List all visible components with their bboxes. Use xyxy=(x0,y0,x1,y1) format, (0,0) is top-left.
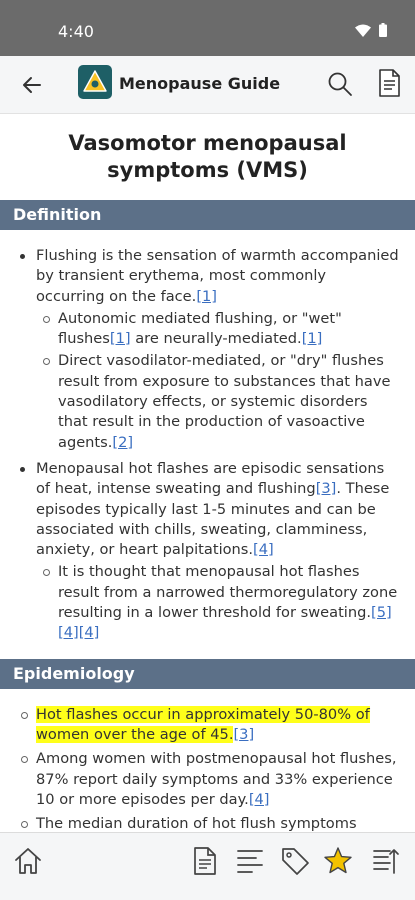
app-bar xyxy=(0,56,415,114)
reference-link[interactable]: [1] xyxy=(196,287,217,305)
outline-icon[interactable] xyxy=(370,845,402,877)
item-text: are neurally-mediated. xyxy=(130,330,302,348)
list-icon[interactable] xyxy=(234,845,266,877)
list-item xyxy=(36,705,415,746)
reference-link[interactable]: [4] xyxy=(78,624,100,642)
sub-list-item xyxy=(58,351,399,452)
sub-list-item xyxy=(58,562,399,643)
reference-link[interactable]: [5] xyxy=(371,604,392,622)
bottom-toolbar xyxy=(0,832,415,900)
star-icon[interactable] xyxy=(322,845,354,877)
app-logo xyxy=(78,65,112,99)
search-icon[interactable] xyxy=(325,69,355,99)
status-time: 4:40 xyxy=(58,22,94,41)
reference-link[interactable]: [2] xyxy=(112,433,134,451)
list-item xyxy=(36,246,399,453)
app-title: Menopause Guide xyxy=(119,74,281,93)
reference-link[interactable]: [3] xyxy=(315,480,337,498)
epidemiology-list xyxy=(0,689,415,832)
article-content[interactable] xyxy=(0,114,415,832)
home-icon[interactable] xyxy=(12,845,44,877)
reference-link[interactable]: [4] xyxy=(58,624,79,642)
wifi-icon xyxy=(355,24,371,37)
item-text: . These episodes typically last 1-5 minutes and can be associated with chills, sweating, clamminess, anxiety, or heart palpitations. xyxy=(36,480,390,559)
item-text: The median duration of hot flush symptoms xyxy=(36,815,357,832)
section-header-definition: Definition xyxy=(0,200,415,230)
document-icon[interactable] xyxy=(189,845,221,877)
list-item xyxy=(36,749,415,810)
item-text: Menopausal hot flashes are episodic sensations of heat, intense sweating and flushing xyxy=(36,459,385,498)
sub-list-item xyxy=(58,309,399,350)
reference-link[interactable]: [4] xyxy=(253,541,274,559)
battery-icon xyxy=(379,23,387,37)
highlighted-text: Hot flashes occur in approximately 50-80% of women over the age of 45. xyxy=(36,705,370,743)
tag-icon[interactable] xyxy=(279,845,311,877)
reference-link[interactable]: [3] xyxy=(233,725,255,743)
reference-link[interactable]: [1] xyxy=(109,330,131,348)
list-item xyxy=(36,459,399,644)
reference-link[interactable]: [1] xyxy=(301,330,323,348)
item-text: Flushing is the sensation of warmth accompanied by transient erythema, most commonly occurring on the face. xyxy=(36,247,399,305)
item-text: Among women with postmenopausal hot flushes, 87% report daily symptoms and 33% experience 10 or more episodes per day. xyxy=(36,750,397,808)
status-icons xyxy=(355,23,387,37)
arrow-left-icon[interactable] xyxy=(18,71,46,99)
list-item xyxy=(36,814,415,832)
reference-link[interactable]: [4] xyxy=(248,790,270,808)
item-text: Direct vasodilator-mediated, or "dry" flushes result from exposure to substances that have vasodilatory effects, or systemic disorders that result in the production of vasoactive agents. xyxy=(58,352,391,451)
item-text: It is thought that menopausal hot flashes result from a narrowed thermoregulatory zone resulting in a lower threshold for sweating. xyxy=(58,563,398,622)
item-text: Autonomic mediated flushing, or "wet" flushes xyxy=(58,309,342,348)
status-bar xyxy=(0,0,415,56)
definition-list xyxy=(0,230,415,659)
section-header-epidemiology: Epidemiology xyxy=(0,659,415,689)
document-icon[interactable] xyxy=(375,67,405,101)
triangle-warning-logo xyxy=(78,65,112,99)
page-title: Vasomotor menopausal symptoms (VMS) xyxy=(68,131,347,182)
